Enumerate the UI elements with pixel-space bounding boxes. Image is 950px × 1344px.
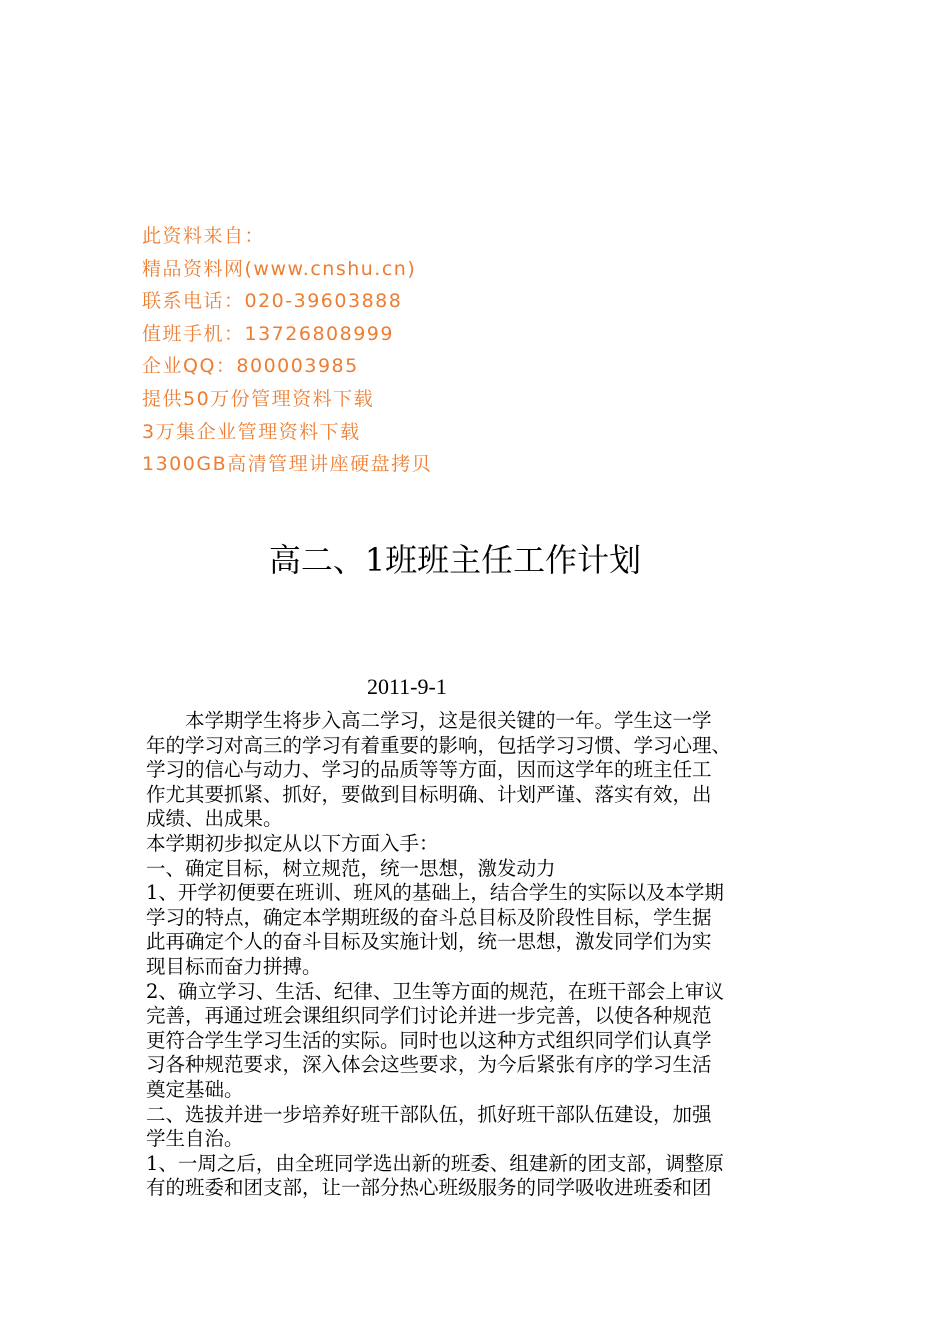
source-line: 1300GB高清管理讲座硬盘拷贝 [142,453,433,476]
body-line: 成绩、出成果。 [146,807,283,831]
body-line: 本学期学生将步入高二学习，这是很关键的一年。学生这一学 [146,709,712,732]
body-line: 有的班委和团支部，让一部分热心班级服务的同学吸收进班委和团 [146,1176,712,1200]
document-title: 高二、1班班主任工作计划 [268,541,642,579]
source-line: 企业QQ：800003985 [142,355,359,378]
body-line: 更符合学生学习生活的实际。同时也以这种方式组织同学们认真学 [146,1028,712,1052]
body-line: 奠定基础。 [146,1077,244,1101]
body-line: 此再确定个人的奋斗目标及实施计划，统一思想，激发同学们为实 [146,930,712,954]
body-line: 1、一周之后，由全班同学选出新的班委、组建新的团支部，调整原 [146,1151,724,1175]
source-line: 联系电话：020-39603888 [142,290,403,313]
document-body [146,709,812,1201]
section-heading: 二、选拔并进一步培养好班干部队伍，抓好班干部队伍建设，加强 [146,1102,712,1126]
section-heading: 一、确定目标，树立规范，统一思想，激发动力 [146,856,556,880]
document-date: 2011-9-1 [367,674,447,699]
body-line: 作尤其要抓紧、抓好，要做到目标明确、计划严谨、落实有效，出 [146,782,712,806]
source-line: 3万集企业管理资料下载 [142,420,361,443]
body-line: 现目标而奋力拼搏。 [146,954,322,978]
body-line: 1、开学初便要在班训、班风的基础上，结合学生的实际以及本学期 [146,881,724,905]
body-line: 2、确立学习、生活、纪律、卫生等方面的规范，在班干部会上审议 [146,979,724,1003]
body-line: 学习的特点，确定本学期班级的奋斗总目标及阶段性目标，学生据 [146,905,712,929]
source-line: 此资料来自： [142,225,266,247]
source-line: 精品资料网(www.cnshu.cn) [142,257,417,280]
section-heading: 学生自治。 [146,1127,244,1151]
source-line: 值班手机：13726808999 [142,322,394,345]
body-line: 习各种规范要求，深入体会这些要求，为今后紧张有序的学习生活 [146,1053,712,1077]
body-line: 年的学习对高三的学习有着重要的影响，包括学习习惯、学习心理、 [146,733,732,757]
body-line: 完善，再通过班会课组织同学们讨论并进一步完善，以使各种规范 [146,1004,712,1028]
source-info-block [142,220,742,481]
source-line: 提供50万份管理资料下载 [142,387,375,410]
body-line: 本学期初步拟定从以下方面入手： [146,831,439,855]
body-line: 学习的信心与动力、学习的品质等等方面，因而这学年的班主任工 [146,758,712,782]
